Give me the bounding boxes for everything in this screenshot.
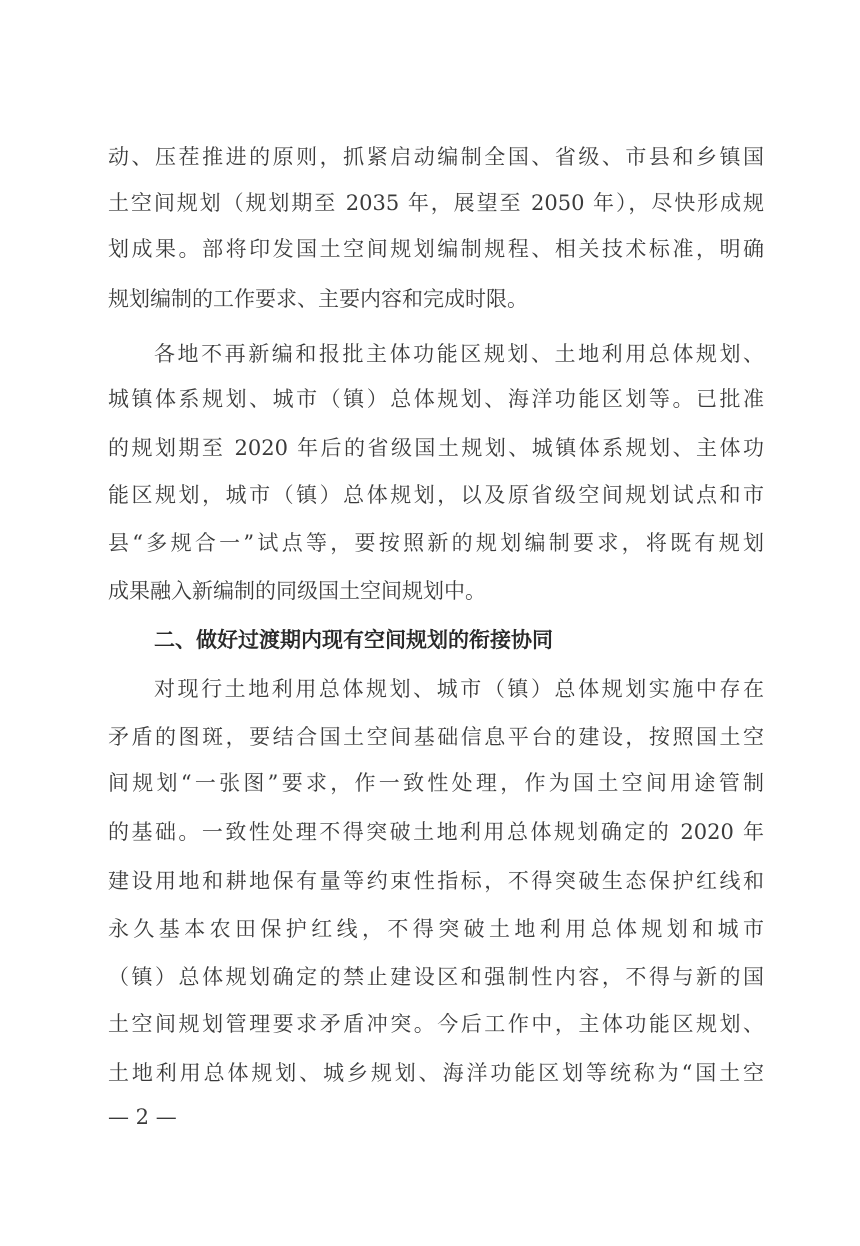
text-line: 规划编制的工作要求、主要内容和完成时限。 (108, 287, 528, 311)
text-line: 土地利用总体规划、城乡规划、海洋功能区划等统称为“国土空 (108, 1061, 764, 1085)
text-line: 永久基本农田保护红线，不得突破土地利用总体规划和城市 (108, 917, 764, 941)
text-line: （镇）总体规划确定的禁止建设区和强制性内容，不得与新的国 (108, 965, 764, 989)
paragraph-first-line: 各地不再新编和报批主体功能区规划、土地利用总体规划、 (154, 342, 764, 366)
text-line: 土空间规划管理要求矛盾冲突。今后工作中，主体功能区规划、 (108, 1012, 764, 1036)
text-line: 建设用地和耕地保有量等约束性指标，不得突破生态保护红线和 (108, 869, 764, 893)
text-line: 的规划期至 2020 年后的省级国土规划、城镇体系规划、主体功 (108, 436, 764, 460)
text-line: 动、压茬推进的原则，抓紧启动编制全国、省级、市县和乡镇国 (108, 145, 764, 169)
text-line: 土空间规划（规划期至 2035 年，展望至 2050 年），尽快形成规 (108, 191, 764, 215)
section-heading: 二、做好过渡期内现有空间规划的衔接协同 (154, 628, 553, 652)
text-line: 县“多规合一”试点等，要按照新的规划编制要求，将既有规划 (108, 531, 764, 555)
text-line: 成果融入新编制的同级国土空间规划中。 (108, 579, 486, 603)
text-line: 能区规划，城市（镇）总体规划，以及原省级空间规划试点和市 (108, 483, 764, 507)
text-line: 的基础。一致性处理不得突破土地利用总体规划确定的 2020 年 (108, 820, 764, 844)
text-line: 城镇体系规划、城市（镇）总体规划、海洋功能区划等。已批准 (108, 387, 764, 411)
text-line: 矛盾的图斑，要结合国土空间基础信息平台的建设，按照国土空 (108, 725, 764, 749)
paragraph-first-line: 对现行土地利用总体规划、城市（镇）总体规划实施中存在 (154, 677, 764, 701)
text-line: 间规划“一张图”要求，作一致性处理，作为国土空间用途管制 (108, 771, 764, 795)
text-line: 划成果。部将印发国土空间规划编制规程、相关技术标准，明确 (108, 237, 764, 261)
page-number: — 2 — (108, 1105, 177, 1129)
